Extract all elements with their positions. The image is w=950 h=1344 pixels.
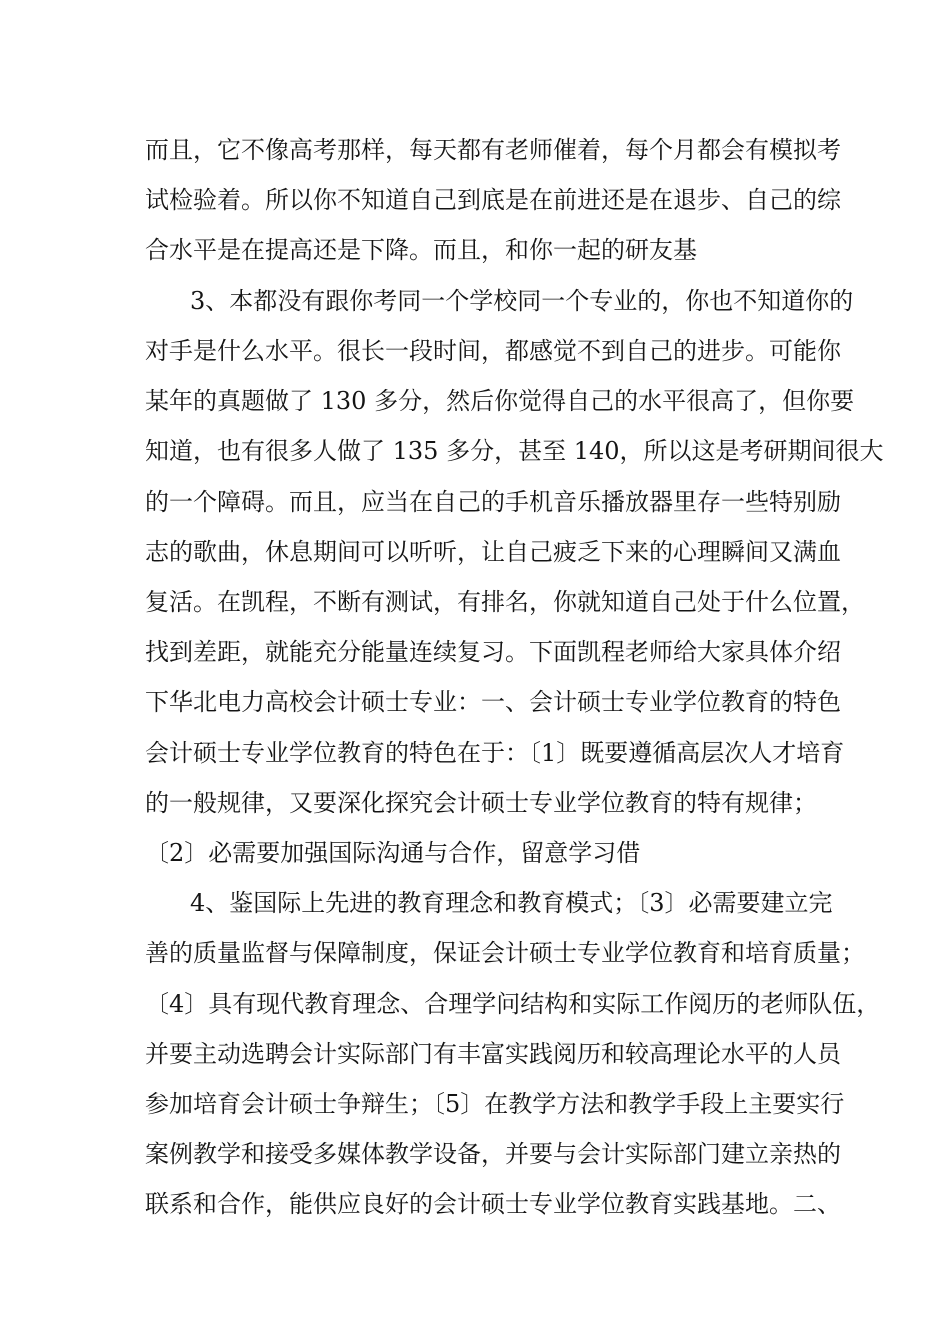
text-line: 4、鉴国际上先进的教育理念和教育模式；〔3〕必需要建立完 bbox=[190, 889, 833, 917]
text-line: 善的质量监督与保障制度，保证会计硕士专业学位教育和培育质量； bbox=[145, 939, 865, 967]
text-line: 的一般规律，又要深化探究会计硕士专业学位教育的特有规律； bbox=[145, 789, 817, 817]
text-line: 参加培育会计硕士争辩生；〔5〕在教学方法和教学手段上主要实行 bbox=[145, 1090, 845, 1118]
text-line: 对手是什么水平。很长一段时间，都感觉不到自己的进步。可能你 bbox=[145, 337, 841, 365]
text-line: 找到差距，就能充分能量连续复习。下面凯程老师给大家具体介绍 bbox=[145, 638, 841, 666]
text-line: 试检验着。所以你不知道自己到底是在前进还是在退步、自己的综 bbox=[145, 186, 841, 214]
text-line: 会计硕士专业学位教育的特色在于：〔1〕既要遵循高层次人才培育 bbox=[145, 739, 845, 767]
text-line: 〔2〕必需要加强国际沟通与合作，留意学习借 bbox=[145, 839, 641, 867]
text-line: 的一个障碍。而且，应当在自己的手机音乐播放器里存一些特别励 bbox=[145, 488, 841, 516]
text-line: 〔4〕具有现代教育理念、合理学问结构和实际工作阅历的老师队伍， bbox=[145, 990, 881, 1018]
text-line: 合水平是在提高还是下降。而且，和你一起的研友基 bbox=[145, 236, 697, 264]
text-line: 联系和合作，能供应良好的会计硕士专业学位教育实践基地。二、 bbox=[145, 1190, 841, 1218]
text-line: 某年的真题做了 130 多分，然后你觉得自己的水平很高了，但你要 bbox=[145, 387, 855, 415]
text-line: 知道，也有很多人做了 135 多分，甚至 140，所以这是考研期间很大 bbox=[145, 437, 884, 465]
text-line: 志的歌曲，休息期间可以听听，让自己疲乏下来的心理瞬间又满血 bbox=[145, 538, 841, 566]
text-line: 而且，它不像高考那样，每天都有老师催着，每个月都会有模拟考 bbox=[145, 136, 841, 164]
text-line: 案例教学和接受多媒体教学设备，并要与会计实际部门建立亲热的 bbox=[145, 1140, 841, 1168]
text-line: 下华北电力高校会计硕士专业：一、会计硕士专业学位教育的特色 bbox=[145, 688, 841, 716]
text-line: 3、本都没有跟你考同一个学校同一个专业的，你也不知道你的 bbox=[190, 287, 854, 315]
text-line: 复活。在凯程，不断有测试，有排名，你就知道自己处于什么位置， bbox=[145, 588, 865, 616]
text-line: 并要主动选聘会计实际部门有丰富实践阅历和较高理论水平的人员 bbox=[145, 1040, 841, 1068]
